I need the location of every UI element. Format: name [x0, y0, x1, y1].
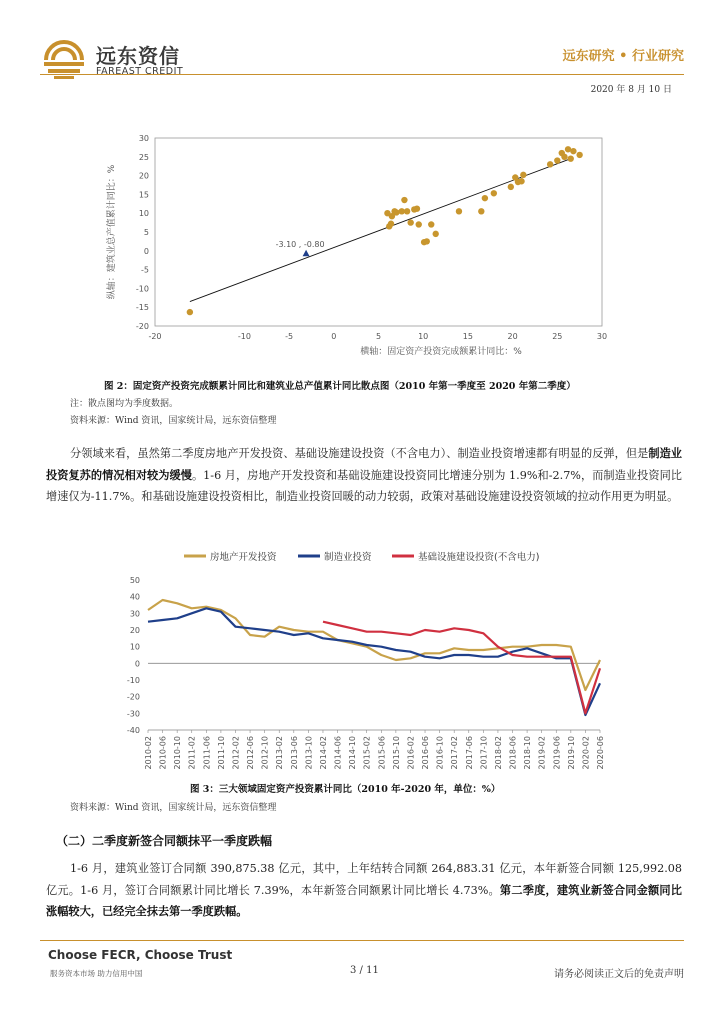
x-tick-label: -5 [285, 332, 294, 341]
x-tick-label: 0 [331, 332, 337, 341]
x-tick-label: 2012-06 [246, 736, 256, 770]
paragraph1-bold: 制造业投资复苏的情况相对较为缓慢 [46, 446, 682, 482]
x-tick-label: 2014-06 [333, 736, 343, 770]
y-tick-label: 50 [129, 576, 140, 585]
paragraph1-text-a: 分领域来看，虽然第二季度房地产开发投资、基础设施建设投资（不含电力）、制造业投资增速都有明显的反弹，但是 [70, 447, 649, 460]
scatter-point [508, 184, 514, 190]
y-tick-label: 10 [138, 209, 149, 219]
scatter-point [393, 209, 399, 215]
legend-label: 房地产开发投资 [210, 552, 277, 563]
scatter-point [414, 205, 420, 211]
page-number: 3 / 11 [350, 965, 379, 976]
footer-subtitle: 服务资本市场 助力信用中国 [50, 969, 143, 978]
report-series-tag: 远东研究 • 行业研究 [562, 49, 684, 64]
y-tick-label: 15 [138, 190, 149, 200]
x-tick-label: 5 [375, 332, 382, 341]
x-tick-label: 10 [418, 332, 429, 341]
scatter-point [401, 197, 407, 203]
scatter-point [433, 231, 439, 237]
scatter-point [570, 148, 576, 154]
x-tick-label: 2017-06 [464, 736, 474, 770]
scatter-point [518, 178, 524, 184]
scatter-point [568, 155, 574, 161]
annotation-label: -3.10 , -0.80 [275, 239, 325, 249]
x-tick-label: 25 [552, 332, 563, 341]
x-tick-label: 2013-06 [289, 736, 299, 770]
y-tick-label: 10 [129, 642, 140, 652]
figure2-caption: 图 2：固定资产投资完成额累计同比和建筑业总产值累计同比散点图（2010 年第一季度至 2020 年第二季度） [104, 381, 576, 392]
y-tick-label: -15 [135, 303, 149, 313]
x-tick-label: 2012-02 [231, 736, 241, 770]
figure3-source: 资料来源：Wind 资讯，国家统计局，远东资信整理 [70, 803, 277, 813]
paragraph2-bold: 第二季度，建筑业新签合同金额同比涨幅较大，已经完全抹去第一季度跌幅。 [46, 882, 682, 918]
report-date: 2020 年 8 月 10 日 [590, 85, 672, 95]
y-tick-label: -10 [126, 676, 140, 685]
x-tick-label: 2016-10 [435, 736, 445, 770]
x-tick-label: 20 [507, 332, 518, 341]
y-tick-label: 20 [138, 171, 149, 181]
figure2-note: 注：散点图均为季度数据。 [70, 399, 179, 409]
scatter-point [520, 172, 526, 178]
x-tick-label: 2017-10 [479, 736, 489, 770]
x-tick-label: 2013-10 [304, 736, 314, 770]
y-tick-label: -10 [135, 284, 149, 294]
y-tick-label: 30 [129, 609, 140, 619]
footer-divider [40, 940, 684, 941]
paragraph-investment-by-sector [46, 443, 682, 508]
legend-label: 基础设施建设投资(不含电力) [418, 552, 540, 563]
company-logo [40, 38, 250, 82]
scatter-point [404, 208, 410, 214]
paragraph2-text: 1-6 月，建筑业签订合同额 390,875.38 亿元，其中，上年结转合同额 264,883.31 亿元，本年新签合同额 125,992.08 亿元。1-6 月，签订合同额累计同比增长 7.39%，本年新签合同额累计同比增长 4.73%。 [46, 862, 682, 897]
x-tick-label: 2020-06 [596, 736, 605, 770]
annotation-marker [303, 250, 310, 256]
line-chart [108, 542, 608, 778]
x-tick-label: 2019-02 [537, 736, 547, 770]
y-tick-label: -30 [126, 709, 140, 719]
figure2-source: 资料来源：Wind 资讯，国家统计局，远东资信整理 [70, 416, 277, 426]
x-tick-label: 2019-10 [566, 736, 576, 770]
scatter-chart [100, 128, 620, 368]
x-tick-label: 2011-10 [216, 736, 226, 770]
y-tick-label: 40 [129, 592, 140, 602]
figure3-caption: 图 3：三大领域固定资产投资累计同比（2010 年-2020 年，单位：%） [190, 784, 501, 795]
x-tick-label: 2014-02 [318, 736, 328, 770]
x-tick-label: 2015-10 [391, 736, 401, 770]
x-tick-label: 2010-10 [173, 736, 183, 770]
x-tick-label: 2019-06 [552, 736, 562, 770]
series-line [148, 608, 600, 715]
x-tick-label: 2010-02 [144, 736, 153, 770]
x-tick-label: 2012-10 [260, 736, 270, 770]
scatter-point [424, 238, 430, 244]
disclaimer-note: 请务必阅读正文后的免责声明 [554, 969, 684, 980]
y-axis-label: 纵轴：建筑业总产值累计同比：% [107, 164, 117, 300]
y-tick-label: -20 [126, 692, 140, 702]
scatter-point [478, 208, 484, 214]
x-tick-label: 30 [596, 332, 608, 341]
x-axis-label: 横轴：固定资产投资完成额累计同比：% [360, 347, 522, 357]
y-tick-label: 0 [134, 659, 140, 669]
x-tick-label: 2016-06 [421, 736, 431, 770]
logo-name-en: FAREAST CREDIT [96, 66, 184, 77]
x-tick-label: 2015-06 [377, 736, 387, 770]
scatter-point [416, 221, 422, 227]
paragraph1-text-b: 。1-6 月，房地产开发投资和基础设施建设投资同比增速分别为 1.9%和-2.7%，而制造业投资同比增速仅为-11.7%。和基础设施建设投资相比，制造业投资回暖的动力较弱，政策对基础设施建设投资领域的拉动作用更为明显。 [46, 468, 682, 503]
paragraph-new-contracts [46, 858, 682, 923]
x-tick-label: 2018-06 [508, 736, 518, 770]
x-tick-label: 2016-02 [406, 736, 416, 770]
y-tick-label: 0 [143, 246, 149, 256]
logo-name-cn: 远东资信 [96, 44, 180, 68]
x-tick-label: 2013-02 [275, 736, 285, 770]
scatter-point [428, 221, 434, 227]
section-heading: （二）二季度新签合同额抹平一季度跌幅 [56, 834, 273, 848]
scatter-point [554, 157, 560, 163]
scatter-point [456, 208, 462, 214]
series-line [323, 622, 600, 714]
x-tick-label: -20 [148, 332, 162, 341]
scatter-point [482, 195, 488, 201]
x-tick-label: 2017-02 [450, 736, 460, 770]
scatter-point [547, 161, 553, 167]
scatter-point [407, 219, 413, 225]
x-tick-label: 2015-02 [362, 736, 372, 770]
scatter-point [491, 190, 497, 196]
scatter-point [561, 154, 567, 160]
x-tick-label: 2018-10 [523, 736, 533, 770]
x-tick-label: 2018-02 [493, 736, 503, 770]
footer-slogan: Choose FECR, Choose Trust [48, 948, 233, 962]
y-tick-label: 5 [143, 228, 149, 237]
x-tick-label: 15 [462, 332, 473, 341]
scatter-point [576, 152, 582, 158]
scatter-point [388, 221, 394, 227]
x-tick-label: -10 [237, 332, 251, 341]
header-divider [40, 74, 684, 75]
y-tick-label: -5 [141, 265, 149, 275]
scatter-point [187, 309, 193, 315]
y-tick-label: -20 [135, 322, 149, 331]
plot-frame [155, 138, 602, 326]
x-tick-label: 2011-06 [202, 736, 212, 770]
y-tick-label: 30 [138, 134, 149, 143]
x-tick-label: 2014-10 [348, 736, 358, 770]
x-tick-label: 2010-06 [158, 736, 168, 770]
x-tick-label: 2011-02 [187, 736, 197, 770]
y-tick-label: 25 [138, 152, 149, 162]
legend-label: 制造业投资 [324, 552, 372, 563]
x-tick-label: 2020-02 [581, 736, 591, 770]
y-tick-label: -40 [126, 726, 140, 735]
y-tick-label: 20 [129, 626, 140, 635]
